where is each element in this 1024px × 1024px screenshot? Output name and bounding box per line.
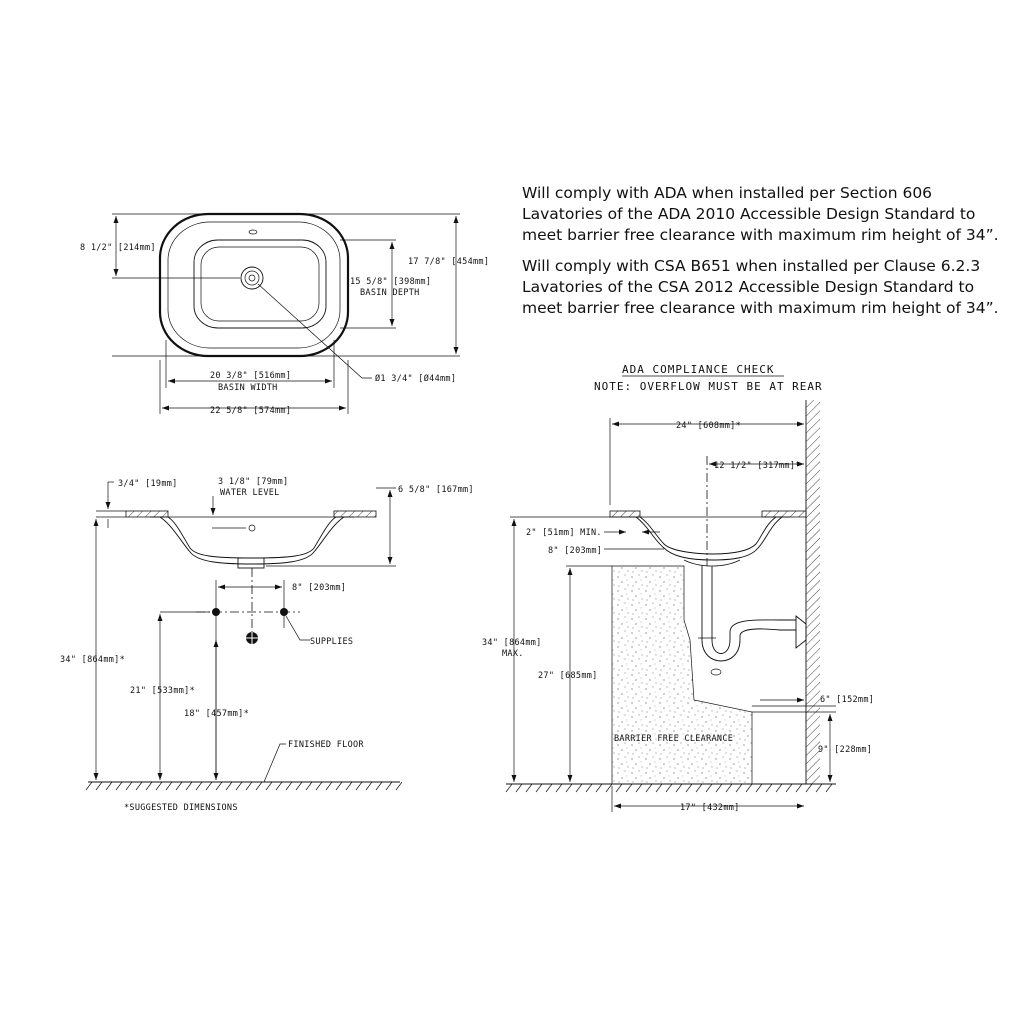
- dim-9-label: 9" [228mm]: [818, 745, 873, 755]
- barrier-label: BARRIER FREE CLEARANCE: [614, 734, 734, 744]
- dim-21-label: 21" [533mm]*: [130, 686, 196, 696]
- floor-hatch: [86, 782, 402, 790]
- p-trap-icon: [698, 566, 806, 675]
- dim-2-label: 2" [51mm] MIN.: [526, 528, 602, 538]
- water-level-label: WATER LEVEL: [220, 488, 280, 498]
- supplies-label: SUPPLIES: [310, 637, 354, 647]
- finished-floor-label: FINISHED FLOOR: [288, 740, 364, 750]
- dim-15-58-label: 15 5/8" [398mm]: [350, 277, 432, 287]
- ada-title: ADA COMPLIANCE CHECK: [622, 363, 775, 376]
- basin-outline: [194, 240, 326, 328]
- dim-3-4-label: 3/4" [19mm]: [118, 479, 178, 489]
- dim-12-12-label: 12 1/2" [317mm]*: [714, 461, 801, 471]
- ada-check-view: [482, 363, 874, 813]
- supply-left-icon: [212, 608, 220, 616]
- basin-section: [150, 517, 354, 558]
- dim-8-5-label: 8 1/2" [214mm]: [80, 243, 156, 253]
- basin-depth-label: BASIN DEPTH: [360, 288, 420, 298]
- csa-note: Will comply with CSA B651 when installed per Clause 6.2.3 Lavatories of the CSA 2012 Accessible Design Standard to meet barrier free clearance with maximum rim height of 34”.: [522, 257, 999, 317]
- countertop-left: [126, 511, 168, 517]
- supply-right-icon: [280, 608, 288, 616]
- dim-34-label: 34" [864mm]*: [60, 655, 126, 665]
- drain-tailpiece: [238, 558, 264, 568]
- dim-8-label: 8" [203mm]: [292, 583, 347, 593]
- max-label: MAX.: [502, 649, 524, 659]
- ada-note: NOTE: OVERFLOW MUST BE AT REAR: [594, 380, 823, 393]
- dim-3-18-label: 3 1/8" [79mm]: [218, 477, 289, 487]
- dim-8-ada-label: 8" [203mm]: [548, 546, 603, 556]
- plan-view: [80, 214, 489, 416]
- dim-6-58-label: 6 5/8" [167mm]: [398, 485, 474, 495]
- basin-width-label: BASIN WIDTH: [218, 383, 278, 393]
- dim-17-label: 17" [432mm]: [680, 803, 740, 813]
- dim-18-label: 18" [457mm]*: [184, 709, 250, 719]
- dim-34-ada-label: 34" [864mm]: [482, 638, 542, 648]
- barrier-free-zone: [612, 566, 752, 784]
- ada-note: Will comply with ADA when installed per Section 606 Lavatories of the ADA 2010 Accessible Design Standard to meet barrier free clearance with maximum rim height of 34”.: [522, 184, 999, 244]
- suggested-dimensions-label: *SUGGESTED DIMENSIONS: [124, 803, 238, 813]
- dim-17-78-label: 17 7/8" [454mm]: [408, 257, 490, 267]
- dim-27-label: 27" [685mm]: [538, 671, 598, 681]
- dim-20-38-label: 20 3/8" [516mm]: [210, 371, 292, 381]
- dim-22-58-label: 22 5/8" [574mm]: [210, 406, 292, 416]
- dim-6-label: 6" [152mm]: [820, 695, 875, 705]
- dim-24-label: 24" [608mm]*: [676, 421, 742, 431]
- overflow-icon: [249, 230, 257, 234]
- dim-drain-label: Ø1 3/4" [Ø44mm]: [375, 374, 457, 384]
- wall-hatch: [806, 400, 820, 784]
- countertop-right: [334, 511, 376, 517]
- front-section-view: [60, 477, 474, 813]
